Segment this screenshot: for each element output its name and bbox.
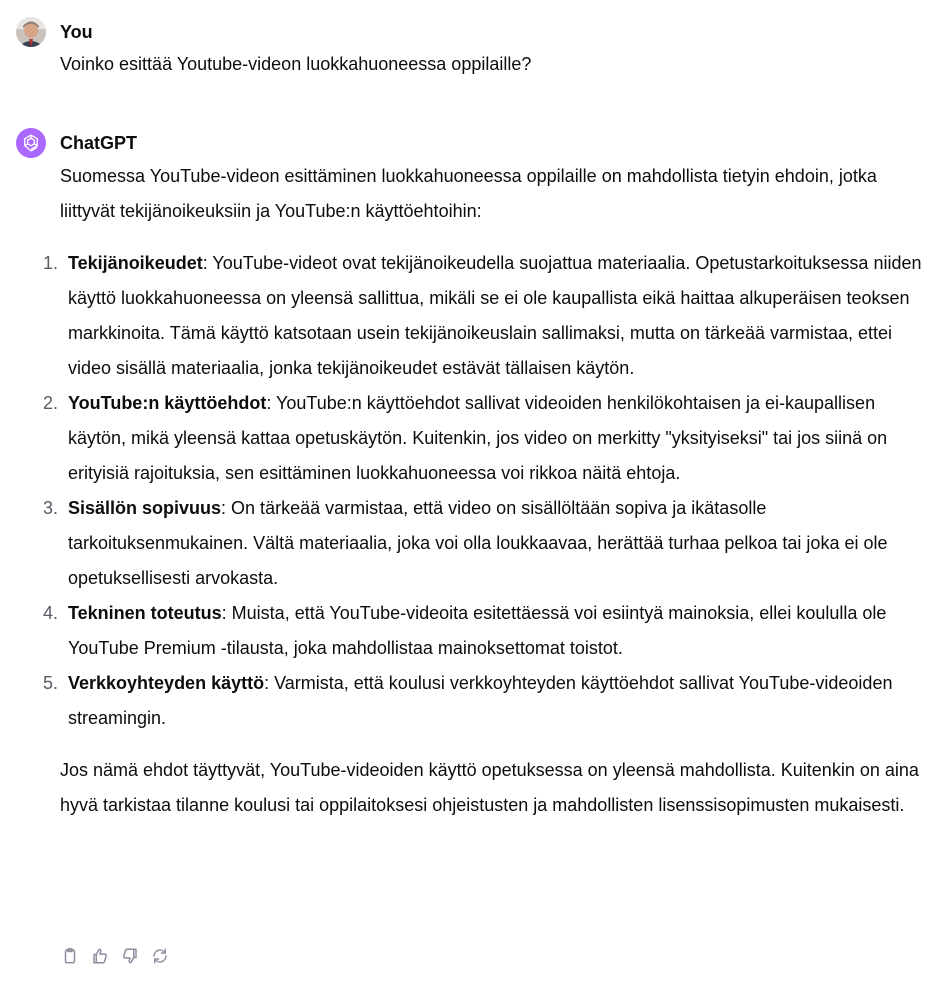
list-item-term: Tekninen toteutus: [68, 603, 222, 623]
user-author-name: You: [60, 22, 93, 42]
list-item: [43, 666, 935, 736]
list-item: [43, 491, 935, 596]
openai-logo-icon: [21, 133, 41, 153]
user-photo-avatar-icon: [16, 17, 46, 47]
assistant-outro: Jos nämä ehdot täyttyvät, YouTube-videoiden käyttö opetuksessa on yleensä mahdollista. Kuitenkin on aina hyvä tarkistaa tilanne koulusi tai oppilaitoksesi ohjeistusten ja mahdollisten lisenssisopimusten mukaisesti.: [60, 760, 919, 815]
list-item-term: Tekijänoikeudet: [68, 253, 203, 273]
list-item: [43, 246, 935, 386]
list-item-text: : Muista, että YouTube-videoita esitettäessä voi esiintyä mainoksia, ellei koululla ole YouTube Premium -tilausta, joka mahdollistaa mainoksettomat toistot.: [68, 603, 887, 658]
copy-button[interactable]: [60, 946, 80, 966]
user-message: [16, 17, 935, 87]
list-item-number: 1.: [43, 253, 59, 273]
user-avatar: [16, 17, 46, 47]
list-item-number: 3.: [43, 498, 59, 518]
list-item-term: Verkkoyhteyden käyttö: [68, 673, 265, 693]
list-item-number: 4.: [43, 603, 59, 623]
clipboard-icon: [61, 947, 79, 965]
list-item-number: 5.: [43, 673, 59, 693]
assistant-author-name: ChatGPT: [60, 133, 138, 153]
list-item-term: Sisällön sopivuus: [68, 498, 222, 518]
message-actions: [60, 946, 170, 966]
list-item: [43, 596, 935, 666]
thumbs-down-icon: [121, 947, 139, 965]
list-item-number: 2.: [43, 393, 59, 413]
thumbs-up-button[interactable]: [90, 946, 110, 966]
assistant-intro: Suomessa YouTube-videon esittäminen luokkahuoneessa oppilaille on mahdollista tietyin ehdoin, jotka liittyvät tekijänoikeuksiin ja YouTube:n käyttöehtoihin:: [60, 166, 877, 221]
list-item-text: : On tärkeää varmistaa, että video on sisällöltään sopiva ja ikätasolle tarkoituksenmukainen. Vältä materiaalia, joka voi olla loukkaavaa, herättää turhaa pelkoa tai joka ei ole opetuksellisesti arvokasta.: [68, 498, 888, 588]
numbered-list: [43, 246, 935, 736]
list-item: [43, 386, 935, 491]
assistant-avatar: [16, 128, 46, 158]
list-item-text: : Varmista, että koulusi verkkoyhteyden käyttöehdot sallivat YouTube-videoiden streamingin.: [68, 673, 893, 728]
user-message-text: Voinko esittää Youtube-videon luokkahuoneessa oppilaille?: [60, 54, 532, 74]
list-item-text: : YouTube:n käyttöehdot sallivat videoiden henkilökohtaisen ja ei-kaupallisen käytön, mikä yleensä kattaa opetuskäytön. Kuitenkin, jos video on merkitty "yksityiseksi" tai jos siinä on erityisiä rajoituksia, sen esittäminen luokkahuoneessa voi rikkoa näitä ehtoja.: [68, 393, 888, 483]
thumbs-down-button[interactable]: [120, 946, 140, 966]
regenerate-button[interactable]: [150, 946, 170, 966]
list-item-term: YouTube:n käyttöehdot: [68, 393, 267, 413]
assistant-message: [16, 128, 935, 978]
thumbs-up-icon: [91, 947, 109, 965]
list-item-text: : YouTube-videot ovat tekijänoikeudella suojattua materiaalia. Opetustarkoituksessa niiden käyttö luokkahuoneessa on yleensä sallittua, mikäli se ei ole kaupallista eikä haittaa alkuperäisen teoksen markkinoita. Tämä käyttö katsotaan usein tekijänoikeuslain sallimaksi, mutta on tärkeää varmistaa, ettei video sisällä materiaalia, jonka tekijänoikeudet estävät tällaisen käytön.: [68, 253, 922, 378]
refresh-icon: [151, 947, 169, 965]
assistant-message-body: [43, 159, 935, 823]
